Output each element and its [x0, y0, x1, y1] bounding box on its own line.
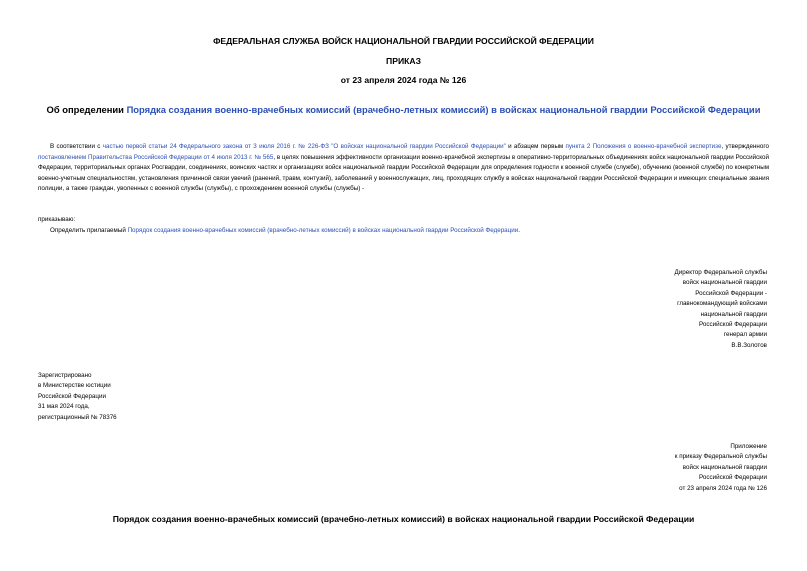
appendix-line: от 23 апреля 2024 года № 126 [679, 484, 767, 492]
order-label: приказываю: [38, 216, 76, 223]
title-prefix: Об определении [46, 104, 127, 115]
preamble-text-1: В соответствии с [50, 143, 103, 150]
appendix-line: к приказу Федеральной службы [674, 453, 767, 461]
order-text-2: . [518, 227, 520, 234]
order-paragraph [38, 226, 769, 237]
appendix-block [675, 442, 767, 494]
doc-type-heading: ПРИКАЗ [386, 56, 421, 66]
order-text-1: Определить прилагаемый [50, 227, 128, 234]
signature-line: Российской Федерации - [695, 289, 767, 297]
signature-line: В.В.Золотов [731, 341, 767, 349]
signature-line: Российской Федерации [699, 321, 767, 329]
appendix-line: войск национальной гвардии [682, 463, 767, 471]
agency-heading: ФЕДЕРАЛЬНАЯ СЛУЖБА ВОЙСК НАЦИОНАЛЬНОЙ ГВАРДИИ РОССИЙСКОЙ ФЕДЕРАЦИИ [213, 36, 594, 46]
registration-line: 31 мая 2024 года, [38, 403, 90, 411]
document-title [0, 104, 807, 115]
registration-line: регистрационный № 78376 [38, 413, 117, 421]
preamble-paragraph [38, 142, 769, 195]
order-link[interactable]: Порядок создания военно-врачебных комиссий (врачебно-летных комиссий) в войсках национальной гвардии Российской Федерации [127, 227, 519, 234]
signature-line: войск национальной гвардии [682, 279, 767, 287]
signature-line: генерал армии [723, 331, 767, 339]
registration-line: Российской Федерации [38, 392, 106, 400]
preamble-text-3: , утвержденного [721, 143, 769, 150]
appendix-line: Приложение [730, 443, 767, 450]
doc-date-number: от 23 апреля 2024 года № 126 [340, 75, 467, 85]
signature-line: главнокомандующий войсками [677, 300, 767, 308]
title-link[interactable]: Порядка создания военно-врачебных комиссий (врачебно-летных комиссий) в войсках национальной гвардии Российской Федерации [126, 104, 761, 115]
preamble-link-law[interactable]: частью первой статьи 24 Федерального закона от 3 июля 2016 г. № 226-ФЗ "О войсках национальной гвардии Российской Федерации" [102, 143, 506, 150]
signature-line: национальной гвардии [700, 310, 767, 318]
signature-line: Директор Федеральной службы [674, 269, 767, 276]
preamble-link-regulation[interactable]: пункта 2 Положения о военно-врачебной экспертизе [565, 143, 722, 150]
preamble-text-2: и абзацем первым [505, 143, 566, 150]
signature-block [675, 268, 767, 351]
registration-line: в Министерстве юстиции [38, 382, 111, 390]
appendix-line: Российской Федерации [699, 474, 767, 482]
preamble-text-4: , в целях повышения эффективности организации военно-врачебной экспертизы в оперативно-территориальных объединениях войск национальной гвардии Российской Федерации, территориальных органах Росгвардии, соединениях, воинских частях и организациях войск национальной гвардии Российской Федерации для определения годности к военной службе (службе), обучению (военной службе) по конкретным военно-учетным специальностям, установления причинной связи увечий (ранений, травм, контузий), заболеваний у военнослужащих, лиц, проходящих службу в войсках национальной гвардии Российской Федерации и имеющих специальные звания полиции, а также граждан, уволенных с военной службы (службы), с прохождением военной службы (службы) - [38, 153, 769, 192]
preamble-link-resolution[interactable]: постановлением Правительства Российской Федерации от 4 июля 2013 г. № 565 [38, 153, 274, 161]
registration-block [38, 371, 117, 423]
appendix-title: Порядок создания военно-врачебных комиссий (врачебно-летных комиссий) в войсках национальной гвардии Российской Федерации [112, 514, 695, 524]
registration-line: Зарегистрировано [38, 372, 92, 379]
